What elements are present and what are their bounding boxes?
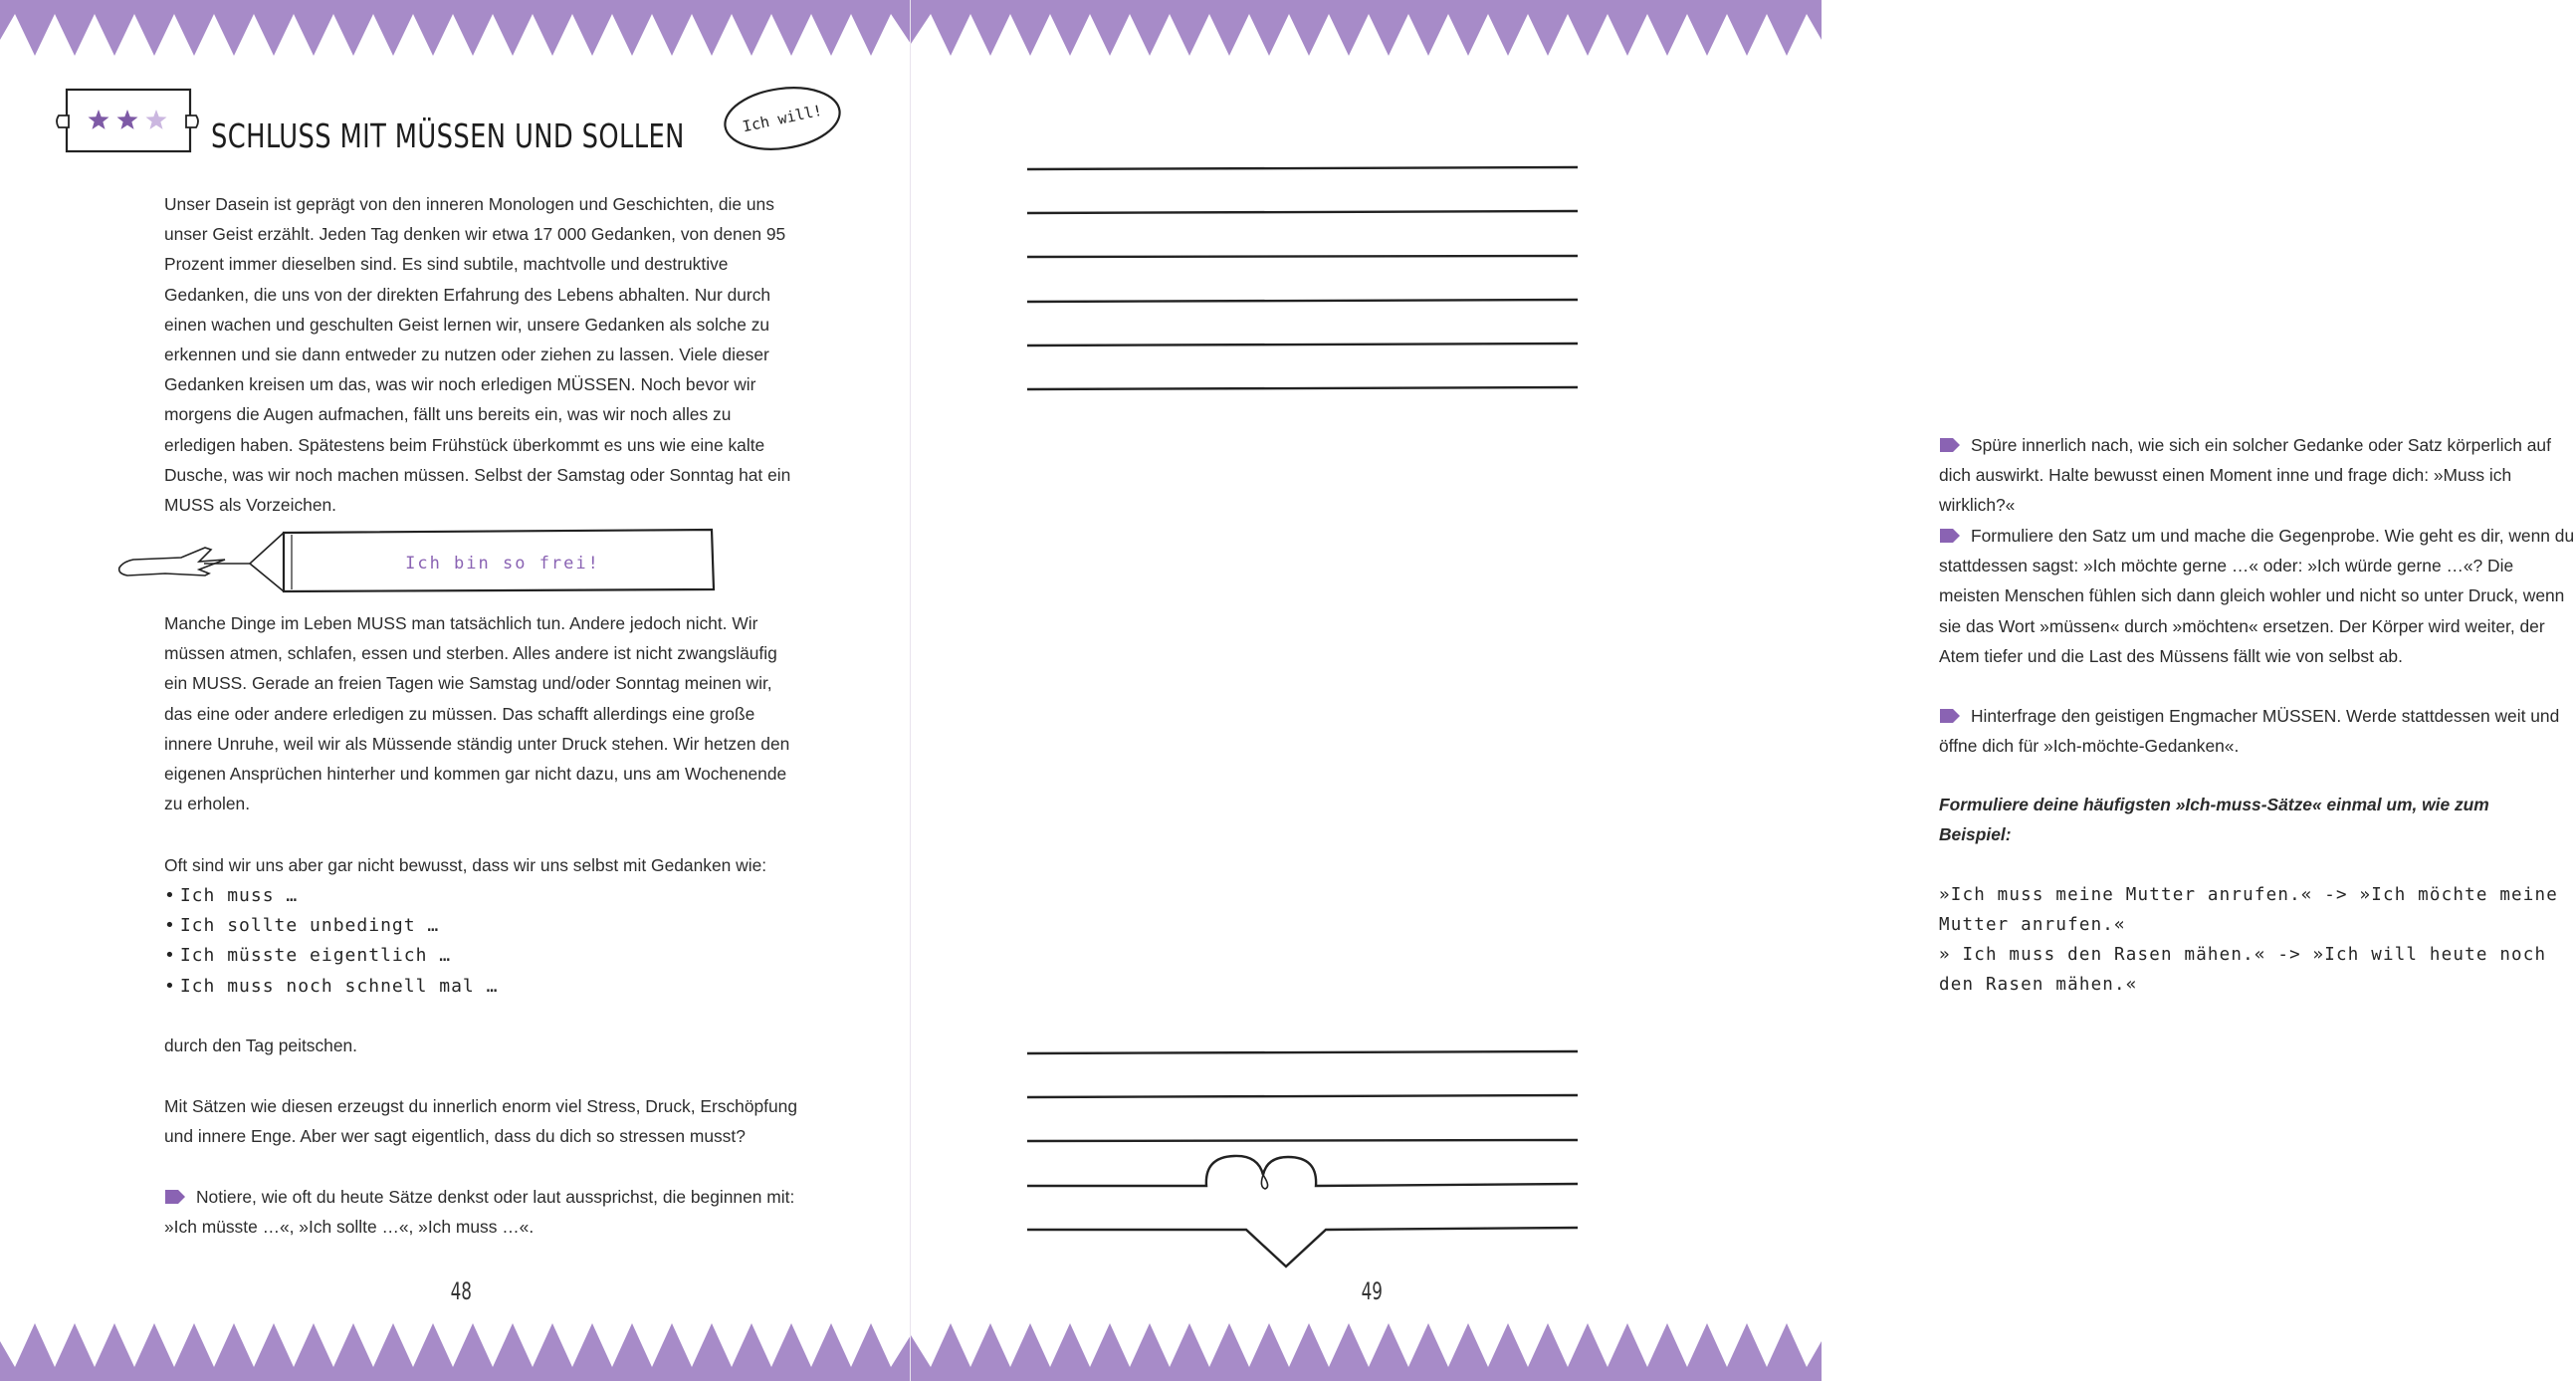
exercise-text: Hinterfrage den geistigen Engmacher MÜSSEN. Werde stattdessen weit und öffne dich für »Ich-möchte-Gedanken«. <box>1939 706 2560 757</box>
example-sentence: » Ich muss den Rasen mähen.« -> »Ich will heute noch den Rasen mähen.« <box>1939 945 2547 996</box>
exercise-item <box>1939 430 2576 521</box>
exercise-item <box>1939 521 2576 671</box>
paragraph-4: durch den Tag peitschen. <box>164 1036 358 1055</box>
paragraph-2: Manche Dinge im Leben MUSS man tatsächlich tun. Andere jedoch nicht. Wir müssen atmen, schlafen, essen und sterben. Alles andere ist nicht zwangsläufig ein MUSS. Gerade an freien Tagen wie Samstag und/oder Sonntag meinen wir, das eine oder andere erledigen zu müssen. Das schafft allerdings eine große innere Unruhe, weil wir als Müssende ständig unter Druck stehen. Wir hetzen den eigenen Ansprüchen hinterher und kommen gar nicht dazu, uns am Wochenende zu erholen. <box>164 613 790 814</box>
zigzag-border-top <box>0 0 911 62</box>
arrow-tag-icon <box>1939 708 1961 724</box>
star-filled-icon <box>117 110 138 129</box>
banner-text: Ich bin so frei! <box>405 554 600 574</box>
paragraph-3: Oft sind wir uns aber gar nicht bewusst, dass wir uns selbst mit Gedanken wie: <box>164 855 767 875</box>
example-sentence: »Ich muss meine Mutter anrufen.« -> »Ich möchte meine Mutter anrufen.« <box>1939 885 2559 936</box>
zigzag-border-bottom <box>911 1317 1822 1381</box>
thought-list <box>164 881 498 1002</box>
page-number: 48 <box>450 1277 472 1305</box>
star-filled-icon <box>89 110 109 129</box>
list-item: • Ich muss noch schnell mal … <box>164 972 498 1002</box>
left-page <box>0 0 911 1381</box>
writing-lines-bottom <box>1027 1045 1578 1269</box>
page-number: 49 <box>1361 1277 1383 1305</box>
exercise-prompt: Formuliere deine häufigsten »Ich-muss-Sätze« einmal um, wie zum Beispiel: <box>1939 795 2489 845</box>
exercise-item <box>164 1182 801 1242</box>
heart-icon <box>1261 1175 1267 1189</box>
list-item: • Ich muss … <box>164 881 498 911</box>
star-empty-icon <box>146 110 167 129</box>
arrow-tag-icon <box>1939 528 1961 544</box>
list-item: • Ich müsste eigentlich … <box>164 941 498 971</box>
exercise-text: Spüre innerlich nach, wie sich ein solcher Gedanke oder Satz körperlich auf dich auswirkt. Halte bewusst einen Moment inne und frage dich: »Muss ich wirklich?« <box>1939 435 2551 516</box>
page-title: SCHLUSS MIT MÜSSEN UND SOLLEN <box>211 116 685 155</box>
exercise-text: Formuliere den Satz um und mache die Gegenprobe. Wie geht es dir, wenn du stattdessen sagst: »Ich möchte gerne …« oder: »Ich würde gerne …«? Die meisten Menschen fühlen sich dann gleich wohler und nicht so unter Druck, wenn sie das Wort »müssen« durch »möchten« ersetzen. Der Körper wird weiter, der Atem tiefer und die Last des Müssens fällt wie von selbst ab. <box>1939 526 2575 666</box>
exercise-item <box>1939 701 2576 761</box>
arrow-tag-icon <box>1939 437 1961 453</box>
arrow-tag-icon <box>164 1189 186 1205</box>
exercise-text: Notiere, wie oft du heute Sätze denkst oder laut aussprichst, die beginnen mit: »Ich müsste …«, »Ich sollte …«, »Ich muss …«. <box>164 1187 795 1238</box>
speech-bubble <box>721 84 844 153</box>
list-item: • Ich sollte unbedingt … <box>164 911 498 941</box>
writing-lines-top <box>1027 159 1578 398</box>
difficulty-sign-icon <box>55 86 200 155</box>
airplane-banner <box>114 526 722 597</box>
right-page <box>911 0 2575 1381</box>
bubble-text: Ich will! <box>741 101 824 136</box>
paragraph-5: Mit Sätzen wie diesen erzeugst du innerlich enorm viel Stress, Druck, Erschöpfung und innere Enge. Aber wer sagt eigentlich, dass du dich so stressen musst? <box>164 1096 798 1147</box>
zigzag-border-bottom <box>0 1317 911 1381</box>
zigzag-border-top <box>911 0 1822 62</box>
intro-paragraph: Unser Dasein ist geprägt von den inneren Monologen und Geschichten, die uns unser Geist erzählt. Jeden Tag denken wir etwa 17 000 Gedanken, von denen 95 Prozent immer dieselben sind. Es sind subtile, machtvolle und destruktive Gedanken, die uns von der direkten Erfahrung des Lebens abhalten. Nur durch einen wachen und geschulten Geist lernen wir, unsere Gedanken als solche zu erkennen und sie dann entweder zu nutzen oder ziehen zu lassen. Viele dieser Gedanken kreisen um das, was wir noch erledigen MÜSSEN. Noch bevor wir morgens die Augen aufmachen, fällt uns bereits ein, was wir noch alles zu erledigen haben. Spätestens beim Frühstück überkommt es uns wie eine kalte Dusche, was wir noch machen müssen. Selbst der Samstag oder Sonntag hat ein MUSS als Vorzeichen. <box>164 194 791 516</box>
